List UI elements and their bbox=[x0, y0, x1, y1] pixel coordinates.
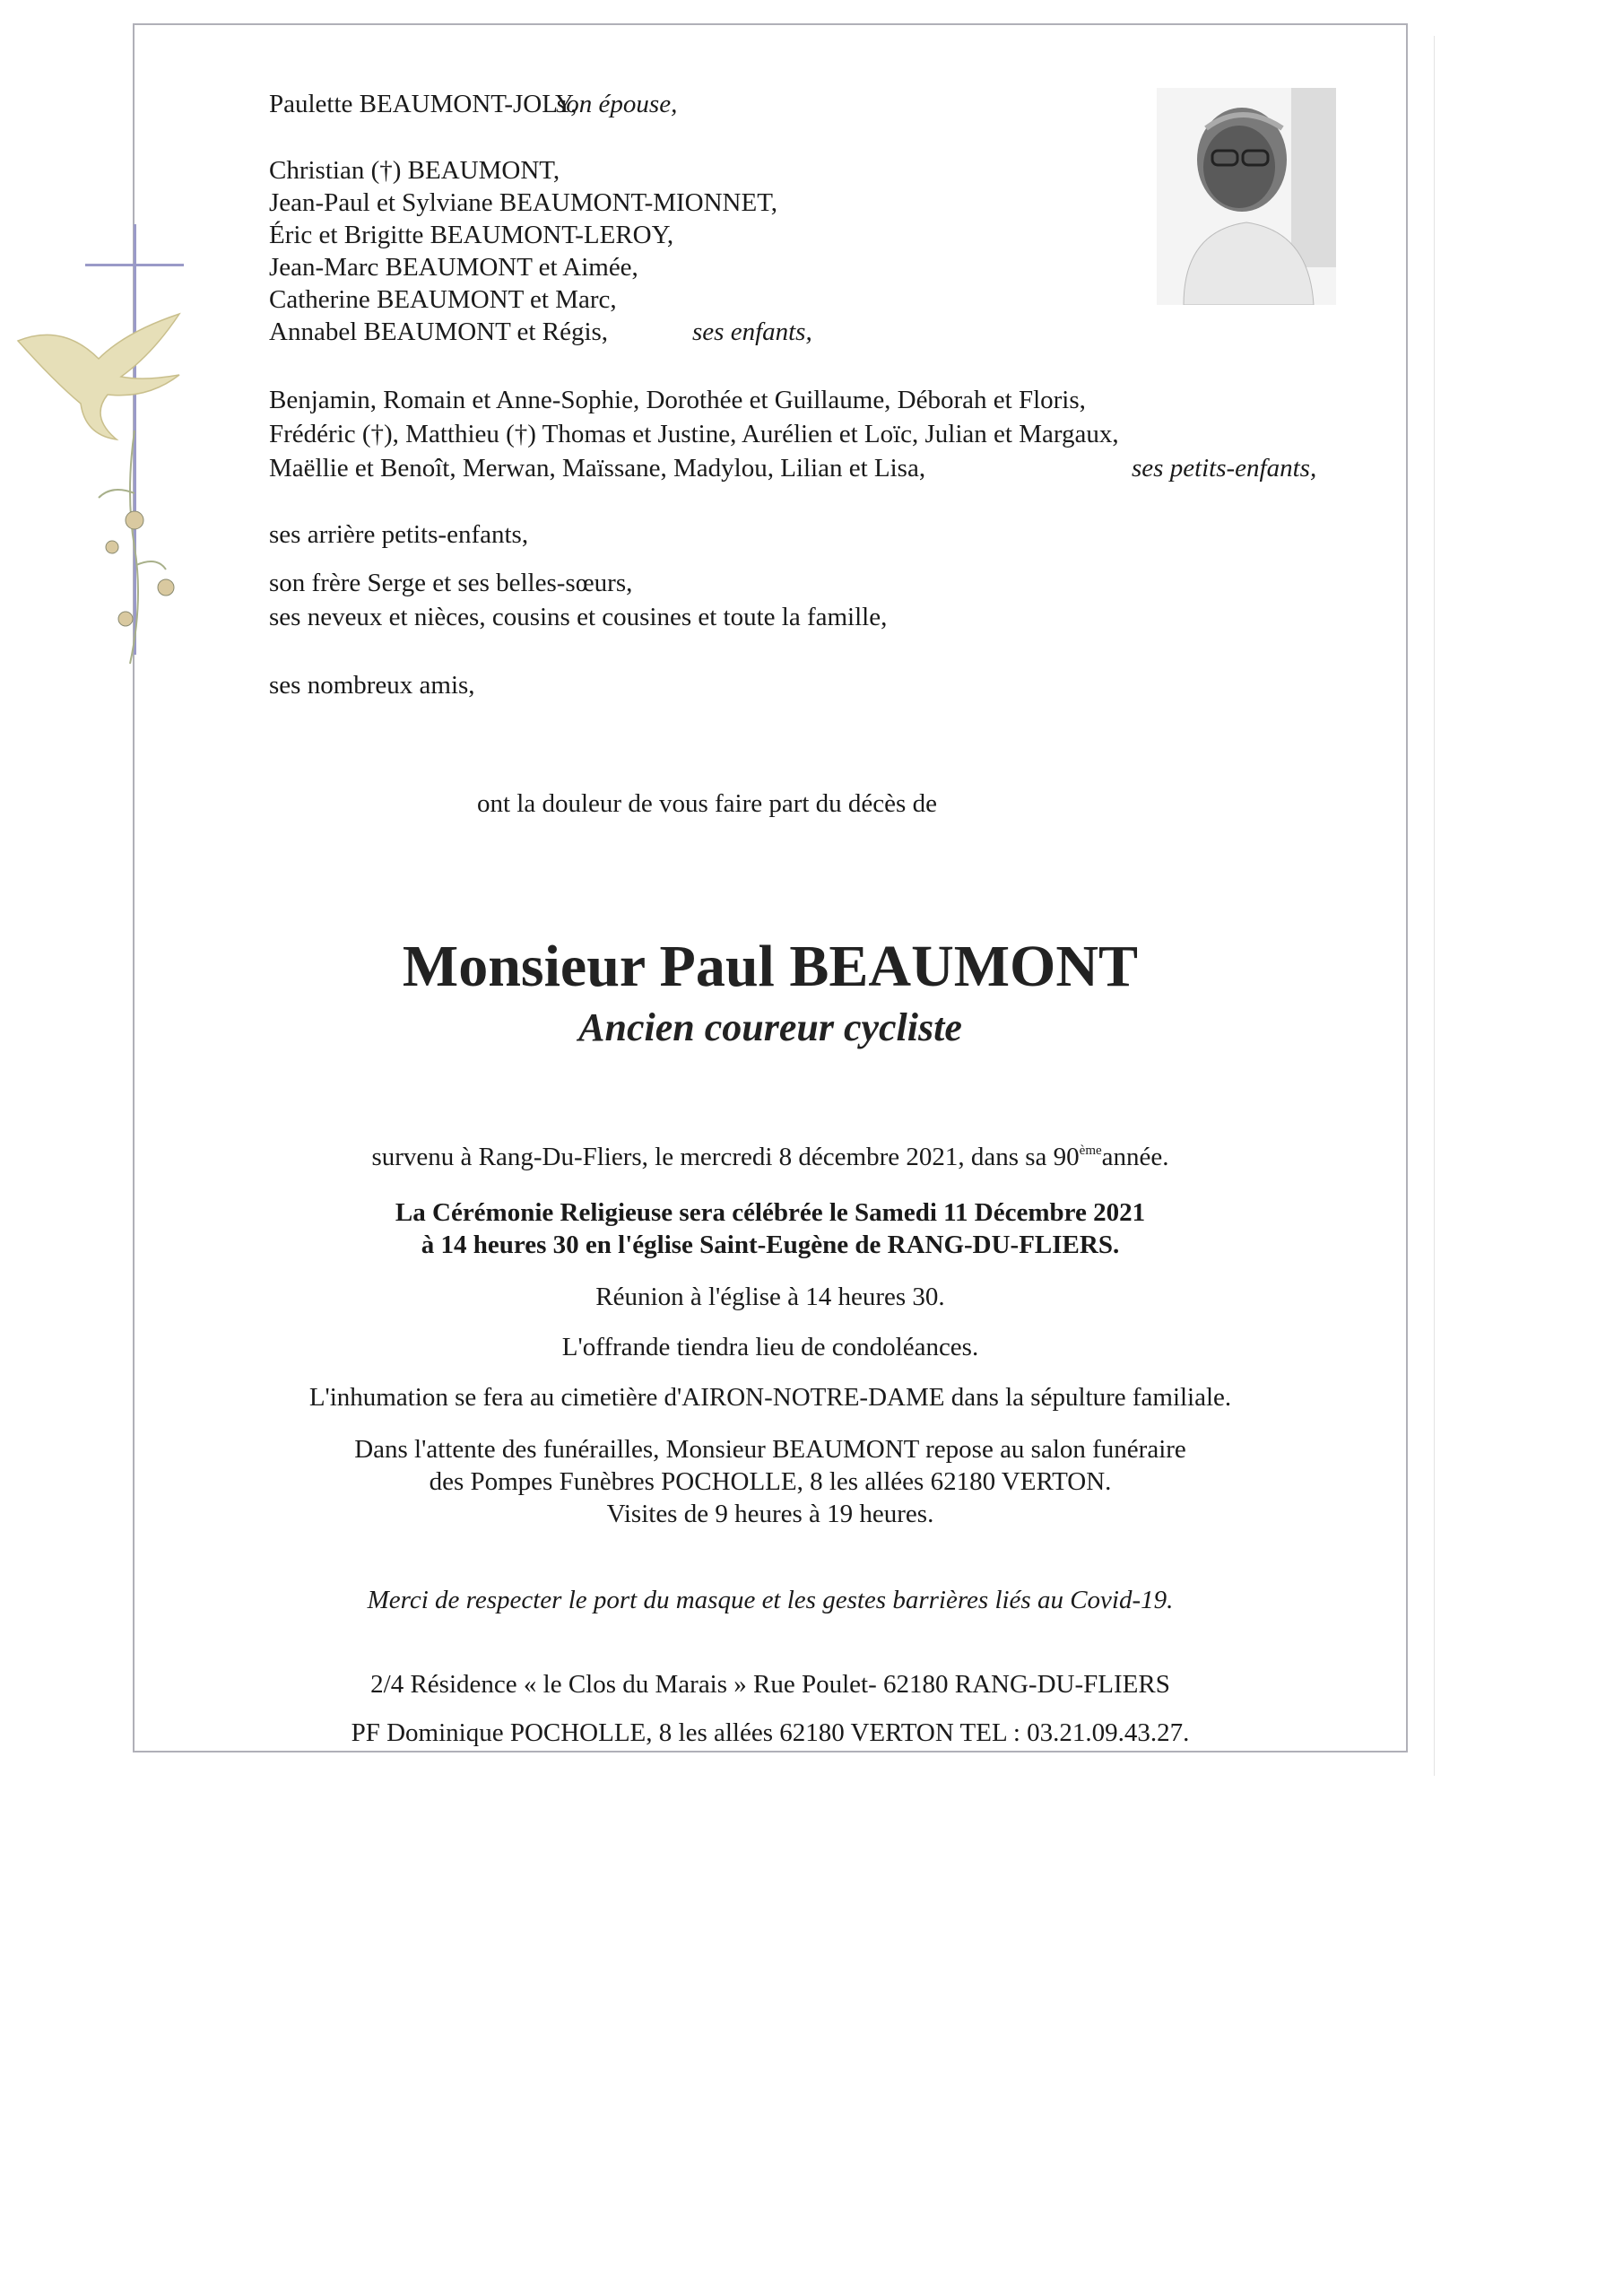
rest-line-1: Dans l'attente des funérailles, Monsieur BEAUMONT repose au salon funéraire bbox=[354, 1435, 1186, 1464]
child-2: Jean-Paul et Sylviane BEAUMONT-MIONNET, bbox=[269, 188, 778, 217]
scan-edge-line bbox=[1434, 36, 1435, 1776]
grandchildren-role: ses petits-enfants, bbox=[1132, 454, 1317, 483]
child-4: Jean-Marc BEAUMONT et Aimée, bbox=[269, 253, 638, 282]
friends-line: ses nombreux amis, bbox=[269, 671, 475, 700]
child-6: Annabel BEAUMONT et Régis, bbox=[269, 317, 609, 346]
portrait-photo bbox=[1157, 88, 1336, 305]
meeting-line: Réunion à l'église à 14 heures 30. bbox=[595, 1283, 945, 1311]
death-notice bbox=[133, 1141, 1408, 1173]
extended-family-line: ses neveux et nièces, cousins et cousines et toute la famille, bbox=[269, 603, 888, 631]
ceremony-line-1: La Cérémonie Religieuse sera célébrée le Samedi 11 Décembre 2021 bbox=[395, 1198, 1146, 1227]
child-5: Catherine BEAUMONT et Marc, bbox=[269, 285, 617, 314]
cross-dove-flower-decoration bbox=[0, 224, 215, 691]
child-1: Christian (†) BEAUMONT, bbox=[269, 156, 560, 185]
family-address: 2/4 Résidence « le Clos du Marais » Rue Poulet- 62180 RANG-DU-FLIERS bbox=[370, 1670, 1170, 1699]
brother-line: son frère Serge et ses belles-sœurs, bbox=[269, 569, 633, 597]
flower-icon bbox=[106, 511, 174, 626]
great-grandchildren: ses arrière petits-enfants, bbox=[269, 520, 529, 549]
dove-icon bbox=[18, 314, 179, 439]
spouse-name: Paulette BEAUMONT-JOLY, bbox=[269, 90, 577, 118]
burial-line: L'inhumation se fera au cimetière d'AIRON-NOTRE-DAME dans la sépulture familiale. bbox=[308, 1383, 1232, 1412]
ceremony-line-2: à 14 heures 30 en l'église Saint-Eugène de RANG-DU-FLIERS. bbox=[421, 1231, 1120, 1259]
death-notice-ordinal: ème bbox=[1079, 1144, 1102, 1158]
deceased-name: Monsieur Paul BEAUMONT bbox=[402, 934, 1139, 999]
deceased-title: Ancien coureur cycliste bbox=[578, 1005, 962, 1049]
offering-line: L'offrande tiendra lieu de condoléances. bbox=[561, 1333, 979, 1361]
grandchildren-line-1: Benjamin, Romain et Anne-Sophie, Dorothée et Guillaume, Déborah et Floris, bbox=[269, 386, 1086, 414]
grandchildren-line-3: Maëllie et Benoît, Merwan, Maïssane, Madylou, Lilian et Lisa, bbox=[269, 454, 926, 483]
portrait-image bbox=[1157, 88, 1336, 305]
child-3: Éric et Brigitte BEAUMONT-LEROY, bbox=[269, 221, 674, 249]
announcement-intro: ont la douleur de vous faire part du décès de bbox=[477, 789, 937, 818]
spouse-role: son épouse, bbox=[556, 90, 678, 118]
cross-horizontal-bar bbox=[85, 264, 184, 266]
rest-line-2: des Pompes Funèbres POCHOLLE, 8 les allées 62180 VERTON. bbox=[429, 1467, 1112, 1496]
covid-notice: Merci de respecter le port du masque et les gestes barrières liés au Covid-19. bbox=[367, 1586, 1174, 1614]
funeral-home-contact: PF Dominique POCHOLLE, 8 les allées 62180 VERTON TEL : 03.21.09.43.27. bbox=[351, 1718, 1190, 1747]
grandchildren-line-2: Frédéric (†), Matthieu (†) Thomas et Justine, Aurélien et Loïc, Julian et Margaux, bbox=[269, 420, 1119, 448]
death-notice-end: année. bbox=[1101, 1143, 1169, 1171]
death-notice-text: survenu à Rang-Du-Fliers, le mercredi 8 décembre 2021, dans sa 90 bbox=[371, 1143, 1080, 1171]
children-role: ses enfants, bbox=[692, 317, 812, 346]
visits-line: Visites de 9 heures à 19 heures. bbox=[606, 1500, 934, 1528]
